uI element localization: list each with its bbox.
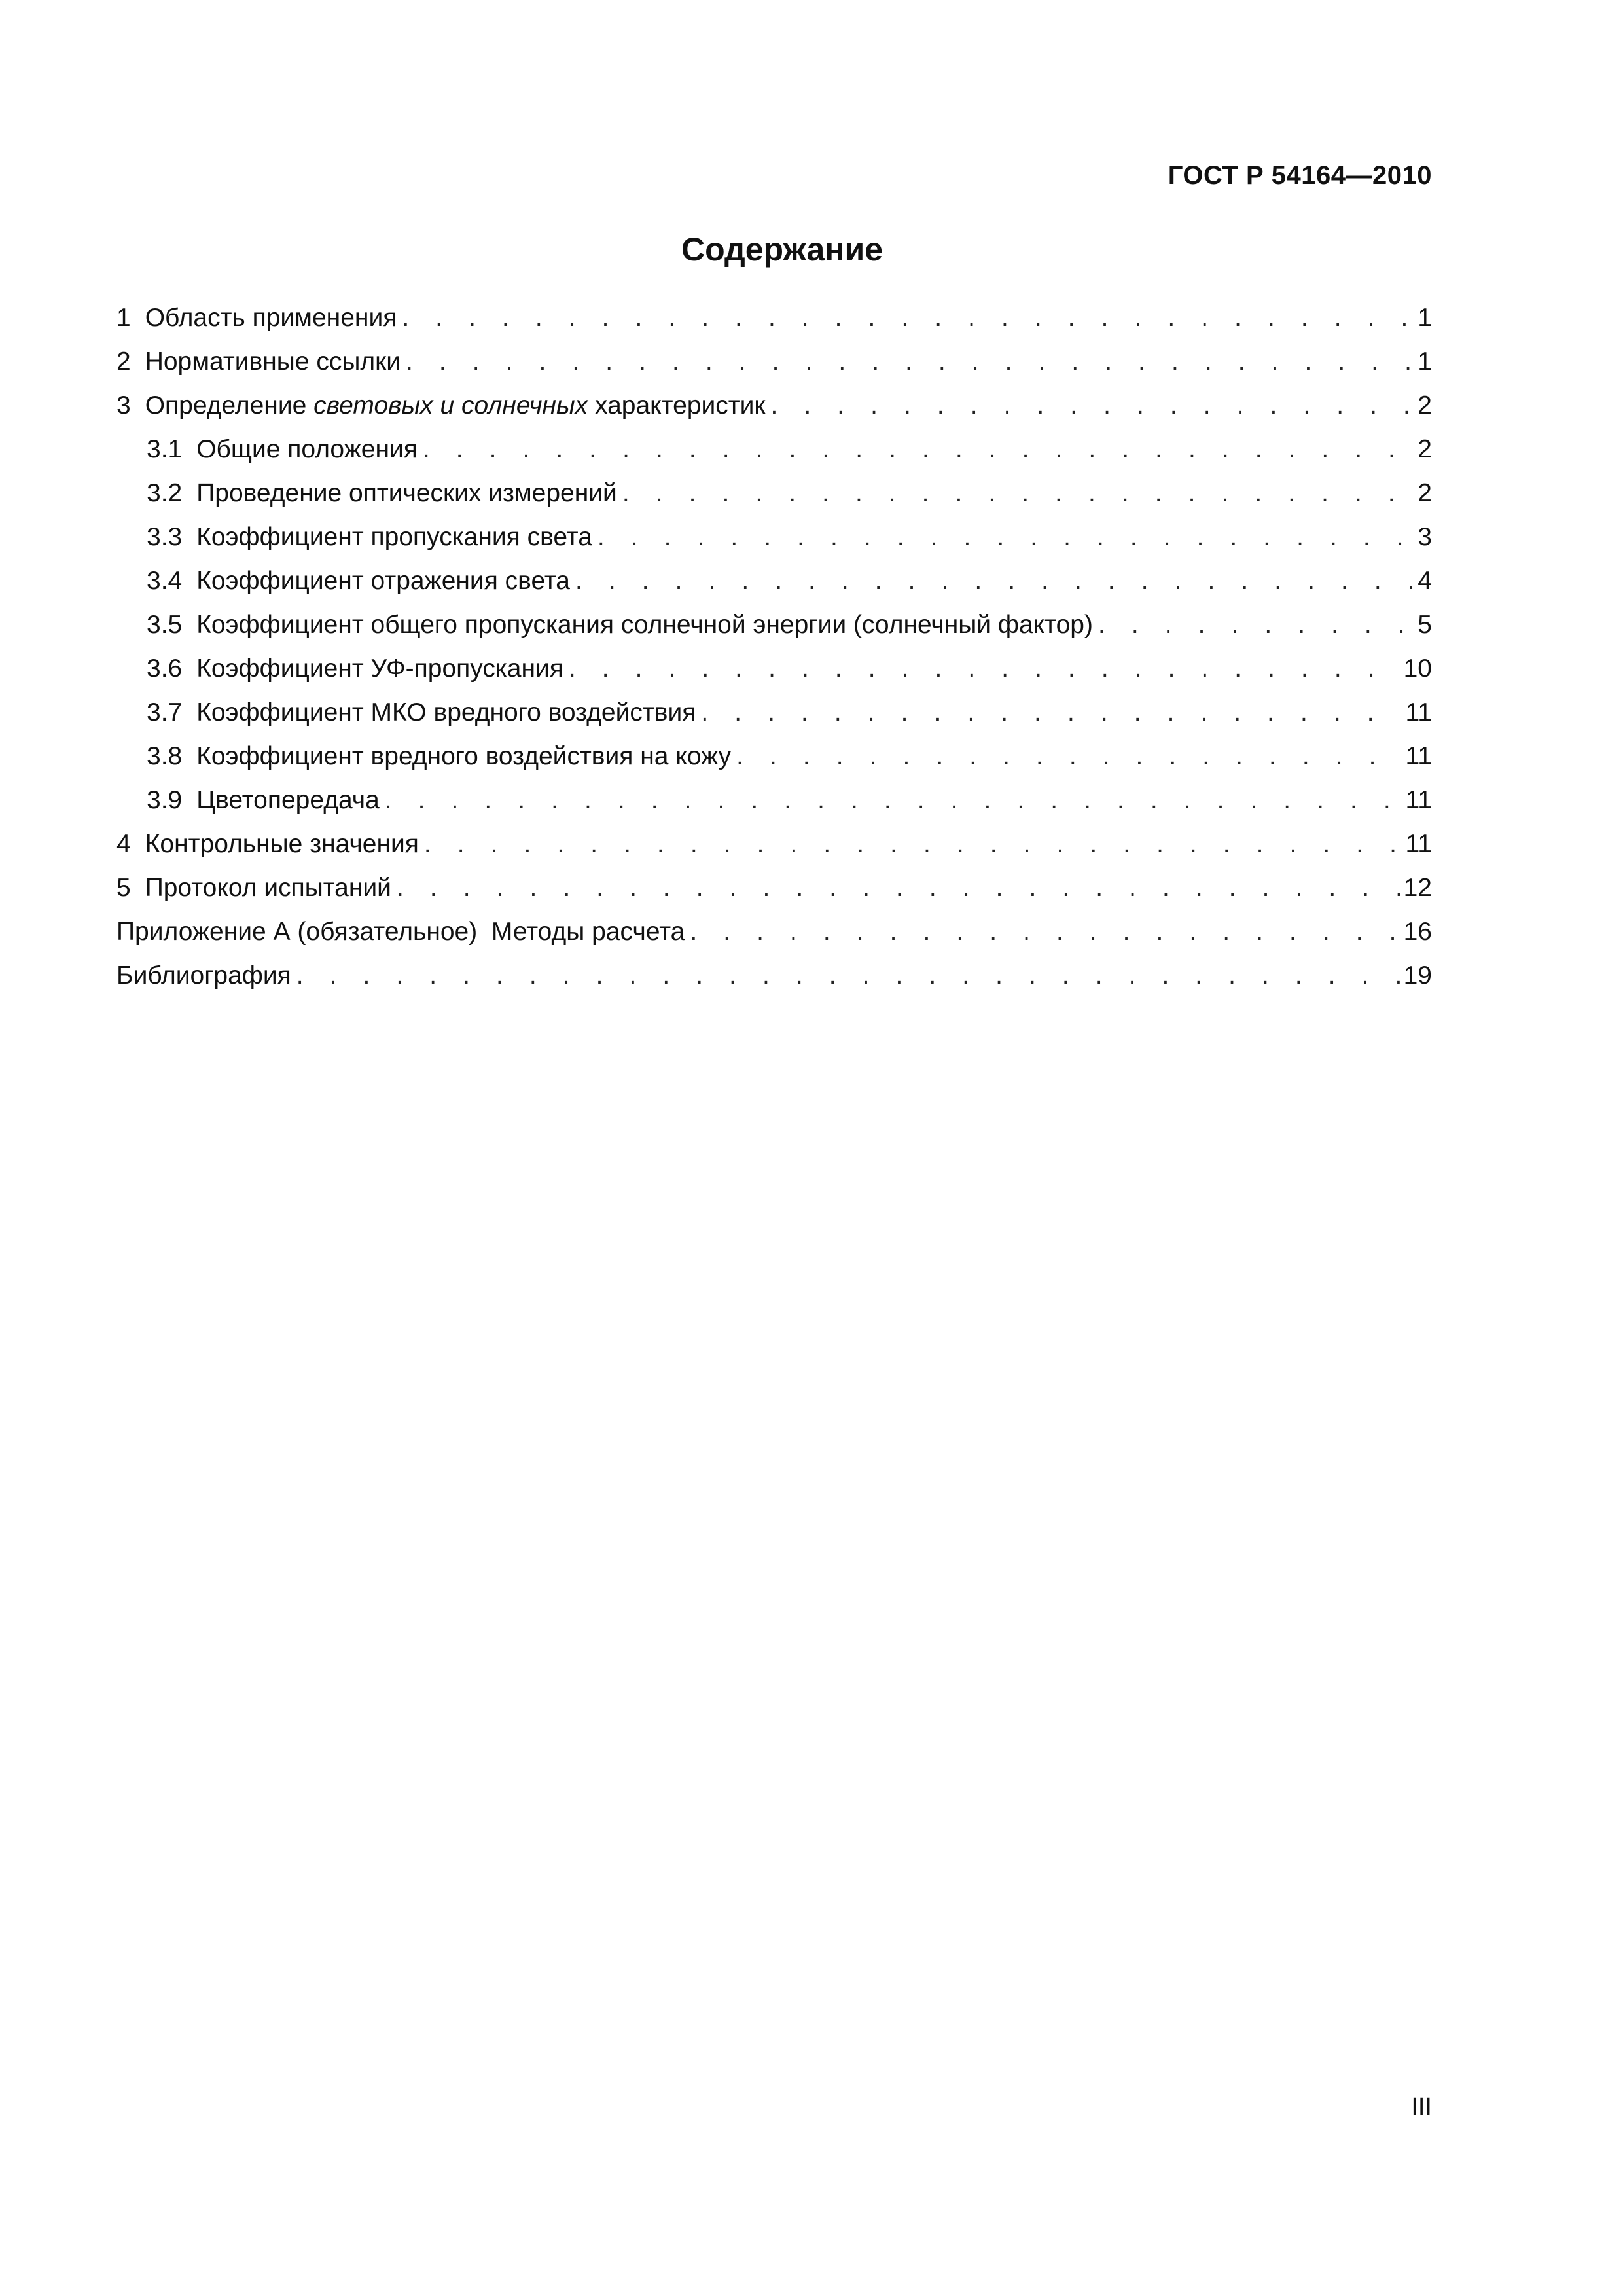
toc-entry-page: 11	[1405, 698, 1432, 726]
dot-leader	[770, 384, 1412, 427]
toc-entry-title: Библиография	[116, 961, 291, 990]
toc-entry-3-5[interactable]	[116, 603, 1432, 647]
toc-entry-title: Коэффициент УФ-пропускания	[196, 655, 563, 683]
toc-title: Содержание	[681, 231, 883, 268]
toc-entry-page: 2	[1418, 391, 1432, 420]
toc-entry-bibliography[interactable]	[116, 954, 1432, 997]
toc-entry-3[interactable]	[116, 384, 1432, 427]
toc-entry-title-end: характеристик	[588, 391, 766, 420]
toc-entry-page: 12	[1403, 874, 1432, 902]
dot-leader	[402, 296, 1412, 340]
toc-entry-title: Контрольные значения	[145, 830, 419, 858]
toc-entry-number: 3.5	[147, 611, 183, 639]
toc-entry-number: 2	[116, 348, 131, 376]
toc-entry-3-3[interactable]	[116, 515, 1432, 559]
page-number: III	[1411, 2093, 1432, 2121]
dot-leader	[1098, 603, 1412, 647]
document-code: ГОСТ Р 54164—2010	[1168, 161, 1432, 190]
toc-entry-number: 3.6	[147, 655, 183, 683]
toc-entry-number: 3.8	[147, 742, 183, 770]
toc-entry-page: 11	[1405, 742, 1432, 770]
toc-entry-number: 3	[116, 391, 131, 420]
toc-entry-5[interactable]	[116, 866, 1432, 910]
dot-leader	[569, 647, 1400, 691]
toc-entry-page: 19	[1403, 961, 1432, 990]
dot-leader	[296, 954, 1400, 997]
dot-leader	[690, 910, 1399, 954]
dot-leader	[597, 515, 1412, 559]
toc-entry-3-9[interactable]	[116, 778, 1432, 822]
toc-entry-number: 1	[116, 304, 131, 332]
toc-entry-title	[145, 384, 766, 427]
toc-entry-page: 1	[1418, 348, 1432, 376]
dot-leader	[622, 471, 1412, 515]
toc-entry-number: 5	[116, 874, 131, 902]
toc-entry-number: 3.4	[147, 567, 183, 595]
toc-entry-3-8[interactable]	[116, 734, 1432, 778]
toc-entry-title: Коэффициент МКО вредного воздействия	[196, 698, 696, 726]
toc-entry-2[interactable]	[116, 340, 1432, 384]
toc-entry-page: 16	[1403, 918, 1432, 946]
toc-entry-3-2[interactable]	[116, 471, 1432, 515]
toc-entry-number: 3.2	[147, 479, 183, 507]
toc-entry-number: 3.3	[147, 523, 183, 551]
toc-entry-title: Коэффициент отражения света	[196, 567, 570, 595]
toc-entry-3-7[interactable]	[116, 691, 1432, 734]
toc-entry-title: Цветопередача	[196, 786, 380, 814]
dot-leader	[575, 559, 1412, 603]
toc-entry-4[interactable]	[116, 822, 1432, 866]
toc-entry-number: 3.7	[147, 698, 183, 726]
toc-entry-title: Коэффициент общего пропускания солнечной энергии (солнечный фактор)	[196, 611, 1093, 639]
dot-leader	[397, 866, 1400, 910]
toc-entry-page: 3	[1418, 523, 1432, 551]
toc-entry-title: Коэффициент пропускания света	[196, 523, 592, 551]
dot-leader	[385, 778, 1402, 822]
toc-entry-title: Приложение А (обязательное) Методы расчета	[116, 918, 685, 946]
toc-entry-title: Нормативные ссылки	[145, 348, 401, 376]
dot-leader	[406, 340, 1412, 384]
toc-entry-title-start: Определение	[145, 391, 314, 420]
dot-leader	[736, 734, 1401, 778]
toc-entry-3-1[interactable]	[116, 427, 1432, 471]
toc-entry-page: 1	[1418, 304, 1432, 332]
toc-entry-page: 11	[1405, 786, 1432, 814]
dot-leader	[424, 822, 1402, 866]
toc-entry-page: 4	[1418, 567, 1432, 595]
toc-entry-title: Протокол испытаний	[145, 874, 391, 902]
toc-entry-page: 11	[1405, 830, 1432, 858]
toc-entry-number: 4	[116, 830, 131, 858]
toc-entry-title-italic: световых и солнечных	[313, 391, 588, 420]
toc-entry-page: 2	[1418, 479, 1432, 507]
toc-entry-title: Коэффициент вредного воздействия на кожу	[196, 742, 732, 770]
toc-entry-number: 3.9	[147, 786, 183, 814]
toc-entry-1[interactable]	[116, 296, 1432, 340]
toc-entry-page: 5	[1418, 611, 1432, 639]
dot-leader	[701, 691, 1401, 734]
toc-entry-title: Проведение оптических измерений	[196, 479, 617, 507]
table-of-contents	[116, 296, 1432, 997]
toc-entry-appendix-a[interactable]	[116, 910, 1432, 954]
dot-leader	[423, 427, 1412, 471]
toc-entry-title: Область применения	[145, 304, 397, 332]
toc-entry-page: 2	[1418, 435, 1432, 463]
toc-entry-title: Общие положения	[196, 435, 418, 463]
toc-entry-number: 3.1	[147, 435, 183, 463]
toc-entry-3-6[interactable]	[116, 647, 1432, 691]
toc-entry-3-4[interactable]	[116, 559, 1432, 603]
toc-entry-page: 10	[1403, 655, 1432, 683]
